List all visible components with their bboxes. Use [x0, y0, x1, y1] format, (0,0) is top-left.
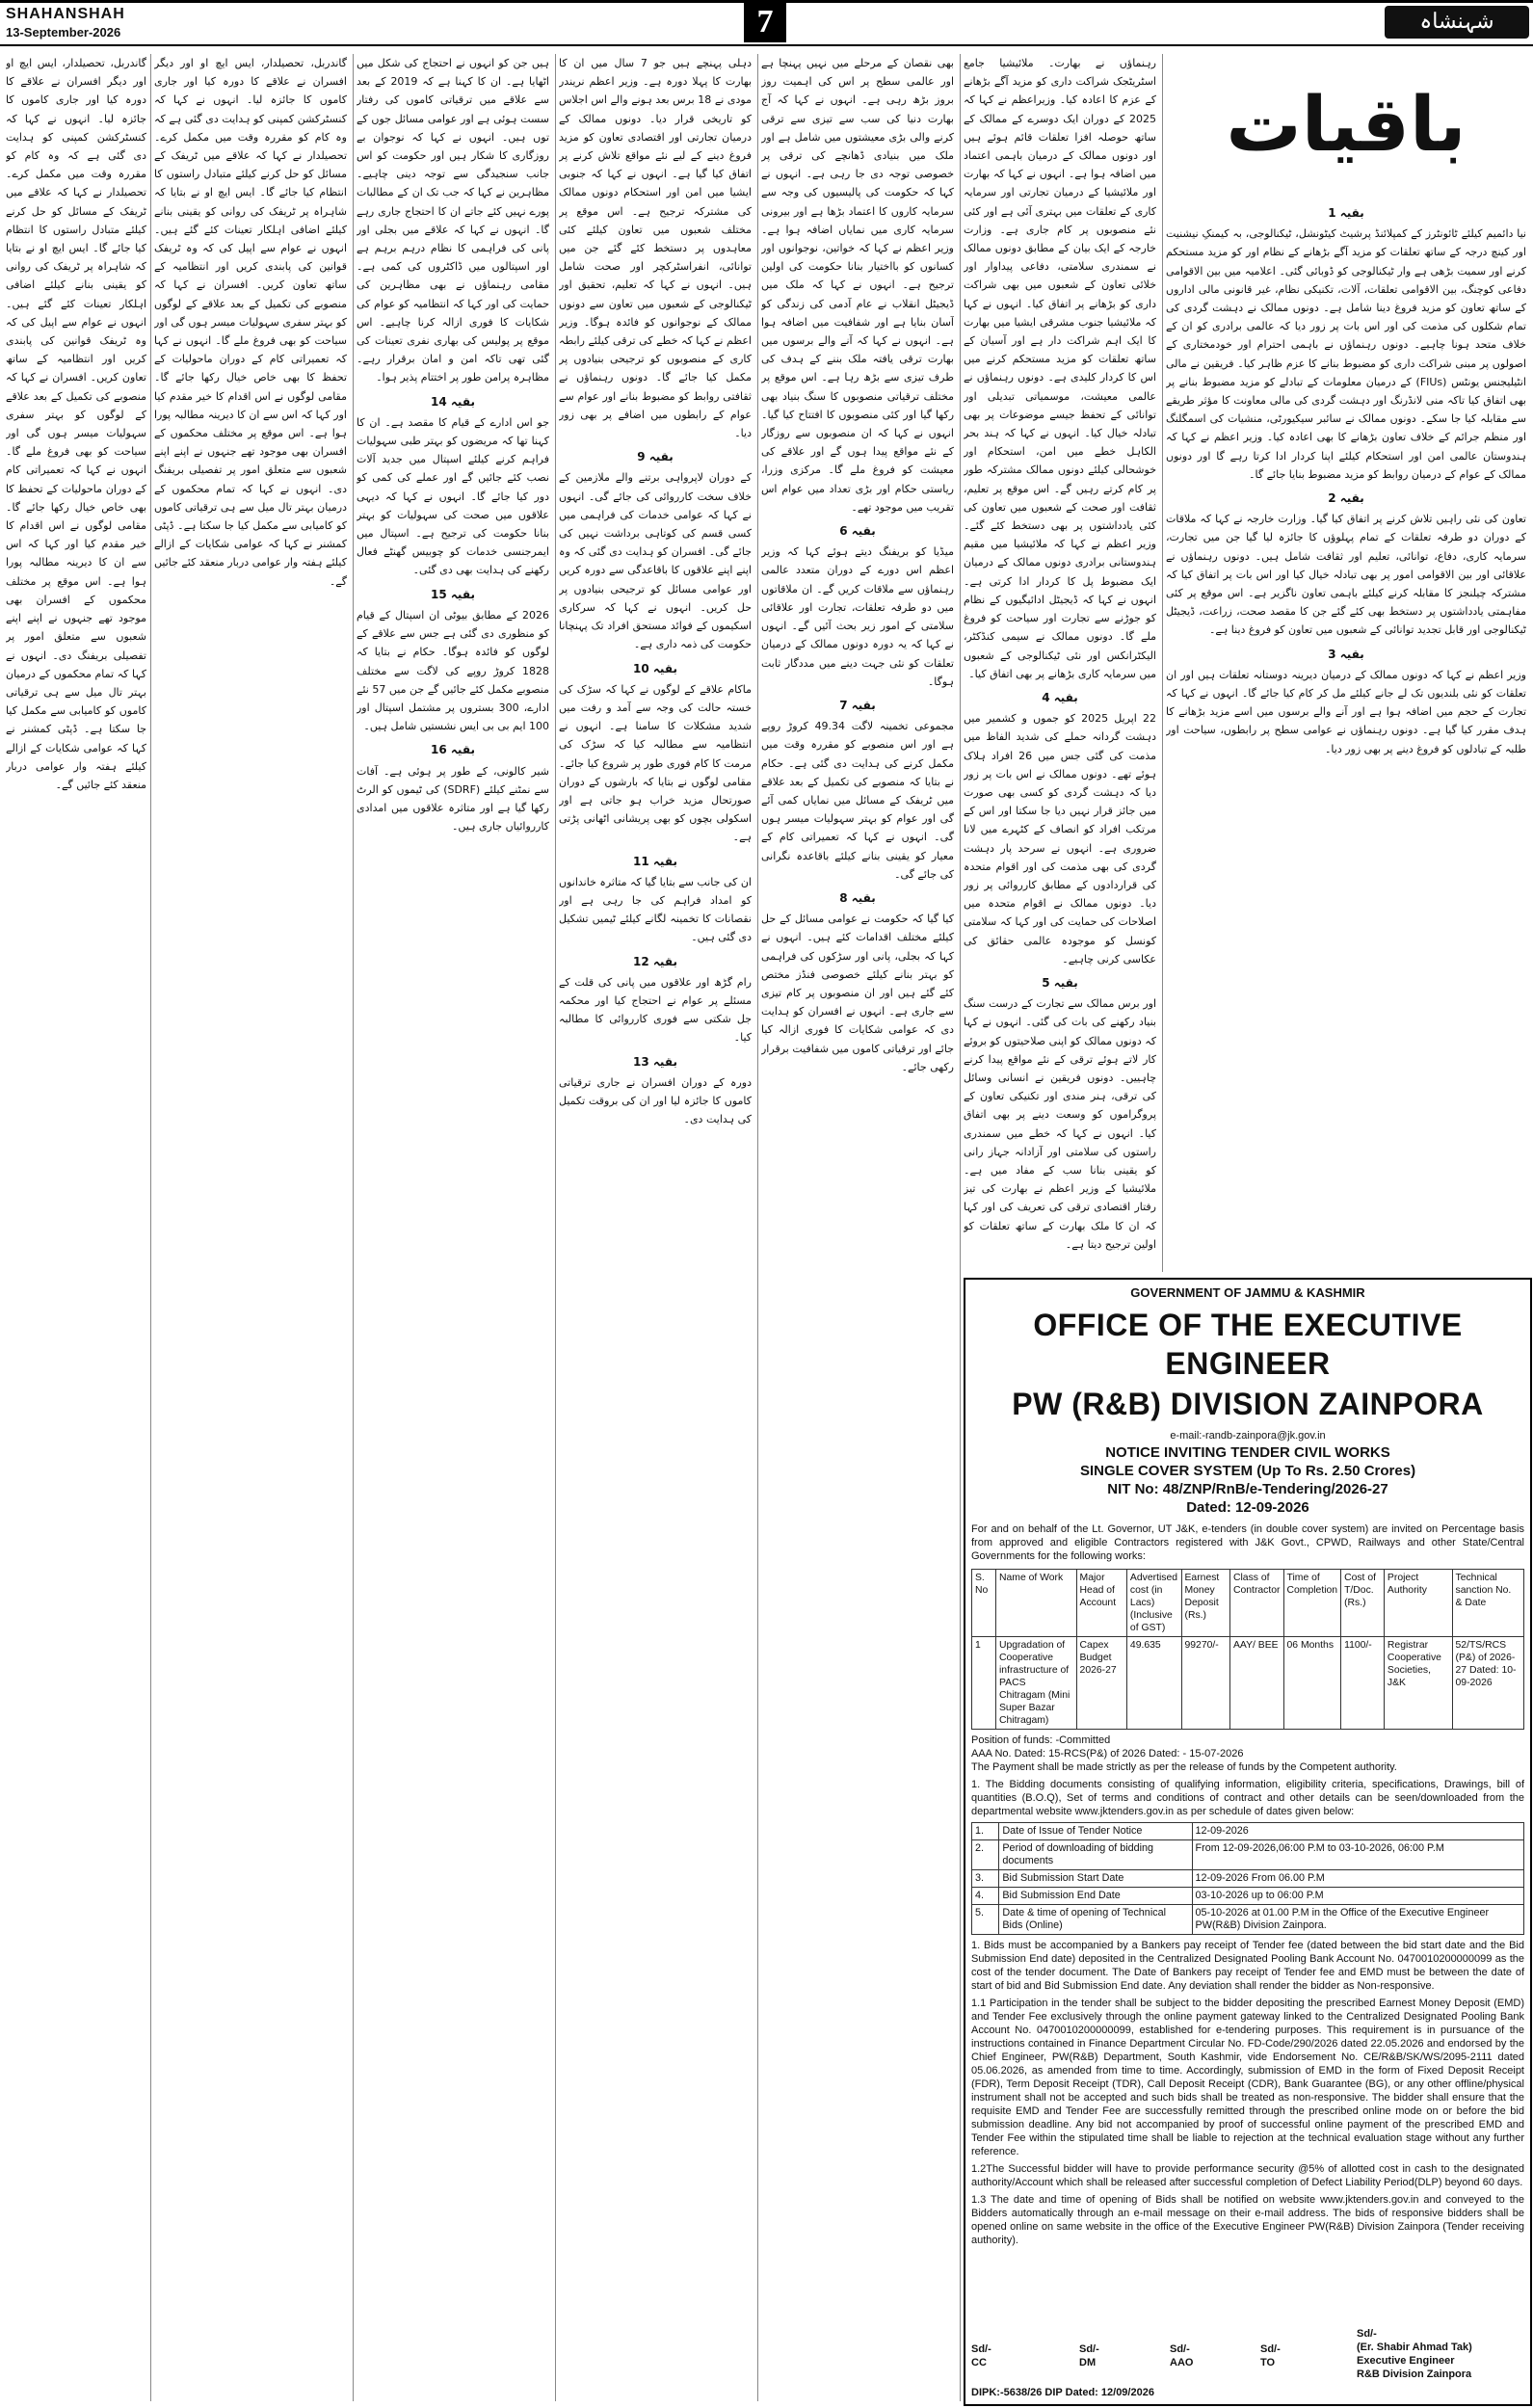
- works-table-cell: Capex Budget 2026-27: [1076, 1637, 1126, 1730]
- column-divider: [150, 54, 151, 2401]
- notice-intro: For and on behalf of the Lt. Governor, UT J&K, e-tenders (in double cover system) are invited on Percentage basis from approved and eligible Contractors registered with J&K Govt., CPWD, Railways and other State/Central Governments for the following works:: [971, 1523, 1524, 1562]
- schedule-row: [972, 1823, 1524, 1840]
- section-heading: بقیہ 16: [431, 743, 475, 757]
- section-title: باقیات: [1226, 82, 1467, 169]
- article-text: 22 اپریل 2025 کو جموں و کشمیر میں دہشت گردانہ حملے کی شدید الفاظ میں مذمت کی گئی جس میں 26 افراد ہلاک ہوئے تھے۔ دونوں ممالک نے اس بات پر زور دیا کہ دہشت گردی کو کسی بھی صورت میں جائز قرار نہیں دیا جا سکتا اور اس کے مرتکب افراد کو انصاف کے کٹہرے میں لانا ضروری ہے۔ انہوں نے سرحد پار دہشت گردی کی بھی مذمت کی اور اقوام متحدہ کی قراردادوں کے مطابق کارروائی پر زور دیا۔ دونوں ممالک نے اقوام متحدہ میں اصلاحات کی حمایت کی اور کہا کہ سلامتی کونسل کو موجودہ عالمی حقائق کی عکاسی کرنی چاہیے۔: [964, 712, 1156, 966]
- urdu-column-5: [357, 54, 549, 2401]
- column-divider: [555, 54, 556, 2401]
- page-header: [0, 0, 1533, 46]
- urdu-column-1: [1166, 198, 1526, 1272]
- schedule-cell: 05-10-2026 at 01.00 P.M in the Office of the Executive Engineer PW(R&B) Division Zainpora.: [1192, 1905, 1523, 1935]
- article-text: ان کی جانب سے بتایا گیا کہ متاثرہ خاندانوں کو امداد فراہم کی جا رہی ہے اور نقصانات کا تخمینہ لگانے کیلئے ٹیمیں تشکیل دی گئی ہیں۔: [559, 875, 752, 944]
- notice-heading1: NOTICE INVITING TENDER CIVIL WORKS: [1105, 1444, 1390, 1461]
- signatory-title: (Er. Shabir Ahmad Tak): [1357, 2342, 1472, 2353]
- notice-office-line2: PW (R&B) DIVISION ZAINPORA: [1012, 1387, 1484, 1421]
- notice-office-line1: OFFICE OF THE EXECUTIVE ENGINEER: [1033, 1308, 1463, 1381]
- article-text: مجموعی تخمینہ لاگت 49.34 کروڑ روپے ہے اور اس منصوبے کو مقررہ وقت میں مکمل کرنے کی ہدایت دی گئی ہے۔ حکام نے بتایا کہ منصوبے کی تکمیل کے بعد علاقے میں ٹریفک کے مسائل میں نمایاں کمی آئے گی اور عوام کو بہتر سہولیات میسر ہوں گی۔ انہوں نے کہا کہ تعمیراتی کام کے معیار کو یقینی بنانے کیلئے باقاعدہ نگرانی کی جائے گی۔: [761, 720, 954, 881]
- section-heading: بقیہ 12: [633, 954, 677, 968]
- article-text: گاندربل، تحصیلدار، ایس ایچ او اور دیگر افسران نے علاقے کا دورہ کیا اور جاری کاموں کا جائزہ لیا۔ انہوں نے کہا کہ کنسٹرکشن کمپنی کو ہدایت دی گئی ہے کہ وہ کام کو مقررہ وقت میں مکمل کرے۔ تحصیلدار نے کہا کہ علاقے میں ٹریفک کے مسائل کو حل کرنے کیلئے متبادل راستوں کا انتظام کیا جائے گا۔ ایس ایچ او نے بتایا کہ شاہراہ پر ٹریفک کی روانی کو یقینی بنانے کیلئے اضافی اہلکار تعینات کئے گئے ہیں۔ انہوں نے عوام سے اپیل کی کہ وہ ٹریفک قوانین کی پابندی کریں اور انتظامیہ کے ساتھ تعاون کریں۔ افسران نے کہا کہ منصوبے کی تکمیل کے بعد علاقے کے لوگوں کو بہتر سفری سہولیات میسر ہوں گی اور سیاحت کو بھی فروغ ملے گا۔ انہوں نے کہا کہ تعمیراتی کام کے دوران ماحولیات کے تحفظ کا بھی خاص خیال رکھا جائے گا۔ مقامی لوگوں نے اس اقدام کا خیر مقدم کیا اور کہا کہ اس سے ان کا دیرینہ مطالبہ پورا ہوا ہے۔ اس موقع پر مختلف محکموں کے افسران بھی موجود تھے جنہوں نے اپنے اپنے شعبوں سے متعلق امور پر تفصیلی بریفنگ دی۔ انہوں نے کہا کہ تمام محکموں کے درمیان بہتر تال میل سے ہی ترقیاتی کاموں کو کامیابی سے مکمل کیا جا سکتا ہے۔ ڈپٹی کمشنر نے کہا کہ عوامی شکایات کے ازالے کیلئے ہفتہ وار عوامی دربار منعقد کئے جائیں گے۔: [6, 57, 146, 791]
- section-heading: بقیہ 1: [1328, 206, 1364, 220]
- works-table-cell: AAY/ BEE: [1230, 1637, 1284, 1730]
- article-text: اور برس ممالک سے تجارت کے درست سنگ بنیاد رکھنے کی بات کی گئی۔ انہوں نے کہا کہ دونوں ممالک کو اپنی صلاحیتوں کو بروئے کار لاتے ہوئے ترقی کے نئے مواقع پیدا کرنے چاہییں۔ دونوں فریقین نے انسانی وسائل کی ترقی، ہنر مندی اور تکنیکی تعاون کے پروگراموں کو وسعت دینے پر بھی اتفاق کیا۔ انہوں نے کہا کہ خطے میں سمندری راستوں کی سلامتی اور آزادانہ جہاز رانی کو یقینی بنانا سب کے مفاد میں ہے۔ ملائیشیا کے وزیر اعظم نے بھارت کی تیز رفتار اقتصادی ترقی کی تعریف کی اور کہا کہ ان کا ملک بھارت کے ساتھ تعلقات کو اولین ترجیح دیتا ہے۔: [964, 997, 1156, 1251]
- section-heading: بقیہ 11: [633, 854, 677, 868]
- signatory: [1357, 2327, 1472, 2381]
- schedule-cell: 12-09-2026 From 06.00 P.M: [1192, 1870, 1523, 1888]
- notice-government: GOVERNMENT OF JAMMU & KASHMIR: [1130, 1285, 1365, 1300]
- schedule-row: [972, 1888, 1524, 1905]
- urdu-column-4: [559, 54, 752, 2401]
- schedule-row: [972, 1840, 1524, 1870]
- schedule-row: [972, 1870, 1524, 1888]
- article-text: میڈیا کو بریفنگ دیتے ہوئے کہا کہ وزیر اعظم اس دورے کے دوران متعدد عالمی رہنماؤں سے ملاقات کریں گے۔ ان ملاقاتوں میں دو طرفہ تعلقات، تجارت اور علاقائی سلامتی کے امور زیر بحث آئیں گے۔ انہوں نے کہا کہ یہ دورہ دونوں ممالک کے درمیان تعلقات کو نئی جہت دینے میں مددگار ثابت ہوگا۔: [761, 545, 954, 688]
- article-text: رہنماؤں نے بھارت۔ ملائیشیا جامع اسٹریٹجک شراکت داری کو مزید آگے بڑھانے کے عزم کا اعادہ کیا۔ وزیراعظم نے کہا کہ 2025 کے دوران ایک دوسرے کے ممالک کے ساتھ حوصلہ افزا تعلقات قائم ہوئے ہیں اور دونوں ممالک کے درمیان باہمی اعتماد میں اضافہ ہوا ہے۔ انہوں نے کہا کہ بھارت اور ملائیشیا کے درمیان تجارتی اور سرمایہ کاری کے تعلقات میں بہتری آئی ہے اور کئی نئے منصوبوں پر کام جاری ہے۔ وزارت خارجہ کے ایک بیان کے مطابق دونوں ممالک نے سمندری سلامتی، دفاعی پیداوار اور خلائی تعاون کے شعبوں میں بھی شراکت داری کو بڑھانے پر اتفاق کیا۔ انہوں نے کہا کہ ملائیشیا جنوب مشرقی ایشیا میں بھارت کا ایک اہم شراکت دار ہے اور آسیان کے ساتھ تعلقات کو مزید مستحکم کرنے میں اس کا کردار کلیدی ہے۔ دونوں رہنماؤں نے عالمی معیشت، موسمیاتی تبدیلی اور توانائی کے تحفظ جیسے موضوعات پر بھی تبادلہ خیال کیا۔ انہوں نے کہا کہ ہند بحر الکاہل خطے میں امن، استحکام اور خوشحالی کیلئے دونوں ممالک مشترکہ طور پر کام کرتے رہیں گے۔ اس موقع پر تعلیم، ثقافت اور صحت کے شعبوں میں تعاون کی کئی یادداشتوں پر بھی دستخط کئے گئے۔ وزیر اعظم نے کہا کہ ملائیشیا میں مقیم ہندوستانی برادری دونوں ممالک کے درمیان ایک مضبوط پل کا کردار ادا کرتی ہے۔ انہوں نے کہا کہ ڈیجیٹل ادائیگیوں کے نظام کو جوڑنے سے تجارت اور سیاحت کو فروغ ملے گا۔ دونوں ممالک نے سیمی کنڈکٹر، الیکٹرانکس اور نئی ٹیکنالوجی کے شعبوں میں سرمایہ کاری بڑھانے پر بھی اتفاق کیا۔: [964, 57, 1156, 680]
- signatory-sd: Sd/-: [1170, 2343, 1190, 2355]
- section-heading: بقیہ 9: [637, 450, 674, 464]
- schedule-cell: Bid Submission End Date: [999, 1888, 1192, 1905]
- section-heading: بقیہ 4: [1042, 690, 1078, 704]
- header-bottom-rule: [0, 44, 1533, 46]
- position-of-funds: Position of funds: -Committed: [971, 1734, 1111, 1746]
- works-table-header-cell: Time of Completion: [1283, 1570, 1341, 1637]
- notice-email: e-mail:-randb-zainpora@jk.gov.in: [1170, 1430, 1326, 1442]
- notice-nit-no: NIT No: 48/ZNP/RnB/e-Tendering/2026-27: [1107, 1481, 1388, 1497]
- schedule-cell: Bid Submission Start Date: [999, 1870, 1192, 1888]
- aaa-no: AAA No. Dated: 15-RCS(P&) of 2026 Dated: - 15-07-2026: [971, 1748, 1244, 1760]
- article-text: ماکام علاقے کے لوگوں نے کہا کہ سڑک کی خستہ حالت کی وجہ سے آمد و رفت میں شدید مشکلات کا سامنا ہے۔ انہوں نے انتظامیہ سے مطالبہ کیا کہ سڑک کی مرمت کا کام فوری طور پر شروع کیا جائے۔ مقامی لوگوں نے بتایا کہ بارشوں کے دوران صورتحال مزید خراب ہو جاتی ہے اور اسکولی بچوں کو بھی پریشانی اٹھانی پڑتی ہے۔: [559, 682, 752, 844]
- section-heading: بقیہ 8: [839, 890, 876, 905]
- schedule-row: [972, 1905, 1524, 1935]
- notice-para-3: 1.1 Participation in the tender shall be subject to the bidder depositing the prescribed Earnest Money Deposit (EMD) and Tender Fee exclusively through the online payment gateway linked to the Centralized Designated Pooling Bank Account No. 0470010200000099, established for e-tendering purposes. This requirement is in pursuance of the instructions contained in Finance Department Circular No. FD-Code/290/2026 dated 22.05.2026 and endorsed by the Chief Engineer, PW(R&B) Department, South Kashmir, vide Endorsement No. CE/R&B/SK/WS/2095-2111 dated 05.06.2026, as amended from time to time. Accordingly, submission of EMD in the form of Fixed Deposit Receipt (FDR), Term Deposit Receipt (TDR), Call Deposit Receipt (CDR), Bank Guarantee (BG), or any other offline/physical instrument shall not be accepted and such bids shall be treated as non-responsive. The bidder shall ensure that the requisite EMD and Tender Fee are successfully remitted through the prescribed online mode on or before the bid submission deadline. Any bid not accompanied by proof of successful online payment of the prescribed EMD and Tender Fee within the stipulated time shall be liable to rejection at the technical evaluation stage without any further reference.: [971, 1998, 1524, 2157]
- dipk-number: DIPK:-5638/26 DIP Dated: 12/09/2026: [971, 2387, 1154, 2398]
- article-text: کے دوران لاپرواہی برتنے والے ملازمین کے خلاف سخت کارروائی کی جائے گی۔ انہوں نے کہا کہ عوامی خدمات کی فراہمی میں کسی قسم کی کوتاہی برداشت نہیں کی جائے گی۔ افسران کو ہدایت دی گئی کہ وہ اپنے اپنے علاقوں کا باقاعدگی سے دورہ کریں اور عوامی مسائل کو ترجیحی بنیادوں پر حل کریں۔ انہوں نے کہا کہ سرکاری اسکیموں کے فوائد مستحق افراد تک پہنچانا حکومت کی ذمہ داری ہے۔: [559, 471, 752, 651]
- works-table-cell: 99270/-: [1181, 1637, 1230, 1730]
- schedule-cell: 12-09-2026: [1192, 1823, 1523, 1840]
- schedule-cell: 4.: [972, 1888, 999, 1905]
- section-heading: بقیہ 10: [633, 661, 677, 675]
- section-heading: بقیہ 3: [1328, 647, 1364, 661]
- schedule-cell: 3.: [972, 1870, 999, 1888]
- notice-para-1: 1. The Bidding documents consisting of qualifying information, eligibility criteria, specifications, Drawings, bill of quantities (B.O.Q), Set of terms and conditions of contract and other details can be seen/downloaded from the departmental website www.jktenders.gov.in as per schedule of dates given below:: [971, 1779, 1524, 1817]
- section-heading: بقیہ 6: [839, 524, 876, 539]
- works-table-cell: 1100/-: [1341, 1637, 1385, 1730]
- schedule-cell: 03-10-2026 up to 06:00 P.M: [1192, 1888, 1523, 1905]
- works-table-header-cell: Major Head of Account: [1076, 1570, 1126, 1637]
- section-heading: بقیہ 7: [839, 698, 876, 712]
- issue-date: 13-September-2026: [6, 25, 121, 40]
- article-text: ہیں جن کو انہوں نے احتجاج کی شکل میں اٹھایا ہے۔ ان کا کہنا ہے کہ 2019 کے بعد سے علاقے میں ترقیاتی کاموں کی رفتار سست ہوئی ہے اور عوامی مسائل جوں کے توں ہیں۔ انہوں نے کہا کہ نوجوان بے روزگاری کا شکار ہیں اور حکومت کو اس جانب سنجیدگی سے توجہ دینی چاہیے۔ مظاہرین نے کہا کہ جب تک ان کے مطالبات پورے نہیں کئے جاتے ان کا احتجاج جاری رہے گا۔ انہوں نے کہا کہ علاقے میں بجلی اور پانی کی فراہمی کا نظام درہم برہم ہے اور اسپتالوں میں ڈاکٹروں کی کمی ہے۔ مقامی رہنماؤں نے بھی مظاہرین کی حمایت کی اور کہا کہ انتظامیہ کو عوام کی شکایات کا فوری ازالہ کرنا چاہیے۔ اس موقع پر پولیس کی بھاری نفری تعینات کی گئی تھی تاکہ امن و امان برقرار رہے۔ مظاہرہ پرامن طور پر اختتام پذیر ہوا۔: [357, 57, 549, 384]
- article-text: دہلی پہنچے ہیں جو 7 سال میں ان کا بھارت کا پہلا دورہ ہے۔ وزیر اعظم نریندر مودی نے 18 برس بعد ہونے والے اس اجلاس کو تاریخی قرار دیا۔ دونوں ممالک کے درمیان تجارتی اور اقتصادی تعاون کو مزید فروغ دینے کے لیے نئے مواقع تلاش کرنے پر اتفاق کیا گیا ہے۔ انہوں نے کہا کہ جنوبی ایشیا میں امن اور استحکام دونوں ممالک کی مشترکہ ترجیح ہے۔ اس موقع پر مختلف شعبوں میں تعاون کیلئے کئی معاہدوں پر دستخط کئے گئے جن میں توانائی، انفراسٹرکچر اور صحت شامل ہیں۔ انہوں نے کہا کہ تعلیم، تحقیق اور ٹیکنالوجی کے شعبوں میں تعاون سے دونوں ممالک کے نوجوانوں کو فائدہ ہوگا۔ وزیر اعظم نے کہا کہ خطے کی ترقی کیلئے رابطہ کاری کے منصوبوں کو ترجیحی بنیادوں پر مکمل کیا جائے گا۔ دونوں رہنماؤں نے ثقافتی روابط کو مضبوط بنانے اور عوام سے عوام کے رابطوں میں اضافے پر بھی زور دیا۔: [559, 57, 752, 440]
- page-number: 7: [744, 2, 786, 42]
- article-text: گاندربل، تحصیلدار، ایس ایچ او اور دیگر افسران نے علاقے کا دورہ کیا اور جاری کاموں کا جائزہ لیا۔ انہوں نے کہا کہ کنسٹرکشن کمپنی کو ہدایت دی گئی ہے کہ وہ کام کو مقررہ وقت میں مکمل کرے۔ تحصیلدار نے کہا کہ علاقے میں ٹریفک کے مسائل کو حل کرنے کیلئے متبادل راستوں کا انتظام کیا جائے گا۔ ایس ایچ او نے بتایا کہ شاہراہ پر ٹریفک کی روانی کو یقینی بنانے کیلئے اضافی اہلکار تعینات کئے گئے ہیں۔ انہوں نے عوام سے اپیل کی کہ وہ ٹریفک قوانین کی پابندی کریں اور انتظامیہ کے ساتھ تعاون کریں۔ افسران نے کہا کہ منصوبے کی تکمیل کے بعد علاقے کے لوگوں کو بہتر سفری سہولیات میسر ہوں گی اور سیاحت کو بھی فروغ ملے گا۔ انہوں نے کہا کہ تعمیراتی کام کے دوران ماحولیات کے تحفظ کا بھی خاص خیال رکھا جائے گا۔ مقامی لوگوں نے اس اقدام کا خیر مقدم کیا اور کہا کہ اس سے ان کا دیرینہ مطالبہ پورا ہوا ہے۔ اس موقع پر مختلف محکموں کے افسران بھی موجود تھے جنہوں نے اپنے اپنے شعبوں سے متعلق امور پر تفصیلی بریفنگ دی۔ انہوں نے کہا کہ تمام محکموں کے درمیان بہتر تال میل سے ہی ترقیاتی کاموں کو کامیابی سے مکمل کیا جا سکتا ہے۔ ڈپٹی کمشنر نے کہا کہ عوامی شکایات کے ازالے کیلئے ہفتہ وار عوامی دربار منعقد کئے جائیں گے۔: [154, 57, 347, 588]
- signatory-role: Executive Engineer: [1357, 2355, 1455, 2367]
- signatory: [1079, 2342, 1099, 2369]
- signatory: [1170, 2342, 1193, 2369]
- works-table-cell: Registrar Cooperative Societies, J&K: [1384, 1637, 1452, 1730]
- section-title-box: [1166, 58, 1526, 193]
- section-heading: بقیہ 2: [1328, 491, 1364, 506]
- notice-para-4: 1.2The Successful bidder will have to provide performance security @5% of allotted cost in cash to the designated authority/Account which shall be released after successful completion of Defect Liability Period(DLP) beyond 60 days.: [971, 2163, 1524, 2188]
- works-table-header-cell: S. No: [972, 1570, 996, 1637]
- publication-name: SHAHANSHAH: [6, 6, 125, 22]
- works-table-header-cell: Technical sanction No. & Date: [1452, 1570, 1523, 1637]
- column-divider: [1162, 54, 1163, 1272]
- urdu-column-7: [6, 54, 146, 2401]
- column-divider: [757, 54, 758, 2401]
- signatory-sd: Sd/-: [1079, 2343, 1099, 2355]
- schedule-cell: 1.: [972, 1823, 999, 1840]
- schedule-cell: Date of Issue of Tender Notice: [999, 1823, 1192, 1840]
- article-text: شیر کالونی، کے طور پر ہوئی ہے۔ آفات سے نمٹنے کیلئے (SDRF) کی ٹیموں کو الرٹ رکھا گیا ہے اور متاثرہ علاقوں میں امدادی کارروائیاں جاری ہیں۔: [357, 764, 549, 834]
- works-table: [971, 1569, 1524, 1730]
- article-text: 2026 کے مطابق بیوٹی ان اسپتال کے قیام کو منظوری دی گئی ہے جس سے علاقے کے لوگوں کو فائدہ ہوگا۔ حکام نے بتایا کہ 1828 کروڑ روپے کی لاگت سے مختلف منصوبے مکمل کئے جائیں گے جن میں 57 نئے ادارے، 300 بستروں پر مشتمل اسپتال اور 100 ایم بی بی ایس نشستیں شامل ہیں۔: [357, 608, 549, 733]
- article-text: جو اس ادارے کے قیام کا مقصد ہے۔ ان کا کہنا تھا کہ مریضوں کو بہتر طبی سہولیات فراہم کرنے کیلئے اسپتال میں جدید آلات نصب کئے جائیں گے اور عملے کی کمی کو دور کیا جائے گا۔ انہوں نے کہا کہ دیہی علاقوں میں صحت کی سہولیات کو بہتر بنانا حکومت کی ترجیح ہے۔ اسپتال میں ایمرجنسی خدمات کو چوبیس گھنٹے فعال رکھنے کی ہدایت بھی دی گئی۔: [357, 415, 549, 577]
- signatory: [1260, 2342, 1281, 2369]
- article-text: بھی نقصان کے مرحلے میں نہیں پہنچا ہے اور عالمی سطح پر اس کی اہمیت روز بروز بڑھ رہی ہے۔ انہوں نے کہا کہ آج بھارت دنیا کی سب سے تیزی سے ترقی کرنے والی بڑی معیشتوں میں شامل ہے اور ملک میں بنیادی ڈھانچے کی ترقی پر خصوصی توجہ دی جا رہی ہے۔ انہوں نے کہا کہ حکومت کی پالیسیوں کی وجہ سے سرمایہ کاروں کا اعتماد بڑھا ہے اور بیرونی سرمایہ کاری میں نمایاں اضافہ ہوا ہے۔ وزیر اعظم نے کہا کہ خواتین، نوجوانوں اور کسانوں کو بااختیار بنانا حکومت کی اولین ترجیح ہے۔ انہوں نے کہا کہ ملک میں ڈیجیٹل انقلاب نے عام آدمی کی زندگی کو آسان بنایا ہے اور شفافیت میں اضافہ ہوا ہے۔ انہوں نے کہا کہ آنے والے برسوں میں بھارت ترقی یافتہ ملک بننے کے ہدف کی طرف تیزی سے بڑھ رہا ہے۔ اس موقع پر مختلف ترقیاتی منصوبوں کا سنگ بنیاد بھی رکھا گیا اور کئی منصوبوں کا افتتاح کیا گیا۔ انہوں نے کہا کہ ان منصوبوں سے روزگار کے نئے مواقع پیدا ہوں گے اور علاقے کی معیشت کو فروغ ملے گا۔ مرکزی وزرا، ریاستی حکام اور بڑی تعداد میں عوام اس تقریب میں موجود تھے۔: [761, 57, 954, 514]
- section-heading: بقیہ 14: [431, 394, 475, 409]
- works-table-header-cell: Advertised cost (in Lacs) (Inclusive of GST): [1126, 1570, 1181, 1637]
- article-text: تعاون کی نئی راہیں تلاش کرنے پر اتفاق کیا گیا۔ وزارت خارجہ نے کہا کہ ملاقات کے دوران دو طرفہ تعلقات کے تمام پہلوؤں کا جائزہ لیا گیا جن میں تجارت، سرمایہ کاری، دفاع، توانائی، تعلیم اور ثقافت شامل ہیں۔ دونوں رہنماؤں نے علاقائی اور بین الاقوامی امور پر بھی تبادلہ خیال کیا اور اس بات پر اتفاق کیا کہ مشترکہ چیلنجز کا مقابلہ کرنے کیلئے باہمی تعاون ناگزیر ہے۔ اس موقع پر کئی مفاہمتی یادداشتوں پر دستخط بھی کئے گئے جن کا مقصد صحت، زراعت، ڈیجیٹل ٹیکنالوجی اور قابل تجدید توانائی کے شعبوں میں تعاون کو فروغ دینا ہے۔: [1166, 513, 1526, 637]
- works-table-cell: 1: [972, 1637, 996, 1730]
- works-table-header-cell: Name of Work: [996, 1570, 1077, 1637]
- payment-note: The Payment shall be made strictly as per the release of funds by the Competent authority.: [971, 1761, 1397, 1773]
- urdu-column-6: [154, 54, 347, 2401]
- section-heading: بقیہ 5: [1042, 975, 1078, 990]
- works-table-body: [972, 1637, 1524, 1730]
- schedule-table: [971, 1822, 1524, 1935]
- signatory-division: R&B Division Zainpora: [1357, 2368, 1472, 2380]
- signatory-title: AAO: [1170, 2357, 1194, 2368]
- tender-notice: [964, 1278, 1532, 2406]
- works-table-header: [972, 1570, 1524, 1637]
- notice-para-2: 1. Bids must be accompanied by a Bankers pay receipt of Tender fee (dated between the bid start date and the Bid Submission End date) deposited in the Centralized Designated Pooling Bank Account No. 0470010200000099 as the cost of the tender document. The Date of Bankers pay receipt of Tender fee and EMD must be between the date of start of bid and Bid Submission End date. Any deviation shall render the bidder as Non-responsive.: [971, 1940, 1524, 1992]
- column-divider: [960, 54, 961, 2401]
- works-table-header-cell: Class of Contractor: [1230, 1570, 1284, 1637]
- schedule-cell: 5.: [972, 1905, 999, 1935]
- works-table-header-cell: Earnest Money Deposit (Rs.): [1181, 1570, 1230, 1637]
- schedule-cell: Date & time of opening of Technical Bids (Online): [999, 1905, 1192, 1935]
- signatory-title: DM: [1079, 2357, 1097, 2368]
- signatory-title: CC: [971, 2357, 987, 2368]
- column-divider: [353, 54, 354, 2401]
- article-text: کیا گیا کہ حکومت نے عوامی مسائل کے حل کیلئے مختلف اقدامات کئے ہیں۔ انہوں نے کہا کہ بجلی، پانی اور سڑکوں کی فراہمی کو بہتر بنانے کیلئے خصوصی فنڈز مختص کئے گئے ہیں اور ان منصوبوں پر کام تیزی سے جاری ہے۔ انہوں نے افسران کو ہدایت دی کہ عوامی شکایات کا فوری ازالہ کیا جائے اور ترقیاتی کاموں میں شفافیت برقرار رکھی جائے۔: [761, 913, 954, 1073]
- works-table-header-cell: Cost of T/Doc. (Rs.): [1341, 1570, 1385, 1637]
- schedule-cell: Period of downloading of bidding documents: [999, 1840, 1192, 1870]
- article-text: رام گڑھ اور علاقوں میں پانی کی قلت کے مسئلے پر عوام نے احتجاج کیا اور محکمہ جل شکتی سے فوری کارروائی کا مطالبہ کیا۔: [559, 975, 752, 1045]
- signatory-sd: Sd/-: [1357, 2328, 1377, 2340]
- section-heading: بقیہ 15: [431, 587, 475, 601]
- notice-heading2: SINGLE COVER SYSTEM (Up To Rs. 2.50 Crores): [1079, 1463, 1416, 1479]
- works-table-cell: 49.635: [1126, 1637, 1181, 1730]
- signatory-sd: Sd/-: [971, 2343, 991, 2355]
- article-text: نیا دائمیم کیلئے ٹائونٹرز کے کمپلائنڈ پرشیٹ کیٹونشل، ٹیکنالوجی، بہ کیمنکِ نیشنیت اور کینچ درجہ کے ساتھ تعلقات کو مزید آگے بڑھانے کے نظام اور کو مزید مستحکم کرنے اور سمیت بڑھی ہے وار ٹیکنالوجی کو ڈوبائی گئی۔ اعلامیہ میں بین الاقوامی دفاعی کوچنگ، بین الاقوامی تعلقات، آلات، تکنیکی نظام، غیر قانونی مالی اداروں کے ساتھ تعاون کو مزید فروغ دینا شامل ہے۔ دونوں ممالک نے دہشت گردی کی تمام شکلوں کی مذمت کی اور اس بات پر زور دیا کہ عالمی برادری کو ان کے خلاف متحد ہونا چاہیے۔ دونوں رہنماؤں نے باہمی احترام اور خودمختاری کے اصولوں پر مبنی شراکت داری کو مضبوط بنانے کا عزم ظاہر کیا۔ فریقین نے مالی انٹیلیجنس یونٹس (FIUs) کے درمیان معلومات کے تبادلے کو مزید مضبوط بنانے پر بھی اتفاق کیا تاکہ منی لانڈرنگ اور دہشت گردی کی مالی معاونت کا مؤثر طریقے سے مقابلہ کیا جا سکے۔ دونوں ممالک نے سائبر سیکیورٹی، منشیات کی اسمگلنگ اور منظم جرائم کے خلاف تعاون بڑھانے کا بھی اعادہ کیا۔ وزیر اعظم نے کہا کہ ہندوستان عالمی امن اور استحکام کیلئے اپنا کردار ادا کرتا رہے گا اور دونوں ممالک کے عوام کے درمیان روابط کو مزید مضبوط بنایا جائے گا۔: [1166, 227, 1526, 481]
- works-table-header-cell: Project Authority: [1384, 1570, 1452, 1637]
- urdu-column-2: [964, 54, 1156, 1272]
- table-row: [972, 1637, 1524, 1730]
- signatory-sd: Sd/-: [1260, 2343, 1281, 2355]
- article-text: وزیر اعظم نے کہا کہ دونوں ممالک کے درمیان دیرینہ دوستانہ تعلقات ہیں اور ان تعلقات کو نئی بلندیوں تک لے جانے کیلئے مل کر کام کیا جائے گا۔ انہوں نے کہا کہ تجارت کے حجم میں اضافہ ہوا ہے اور آنے والے برسوں میں اسے مزید بڑھانے کا ہدف مقرر کیا گیا ہے۔ دونوں رہنماؤں نے عوامی سطح پر رابطوں، سیاحت اور طلبہ کے تبادلوں کو فروغ دینے پر بھی زور دیا۔: [1166, 668, 1526, 755]
- schedule-cell: 2.: [972, 1840, 999, 1870]
- works-table-cell: 52/TS/RCS (P&) of 2026-27 Dated: 10-09-2026: [1452, 1637, 1523, 1730]
- notice-para-5: 1.3 The date and time of opening of Bids shall be notified on website www.jktenders.gov.in and conveyed to the Bidders automatically through an e-mail message on their e-mail address. The bids of responsive bidders shall be opened online on same website in the office of the Executive Engineer PW(R&B) Division Zainpora (Tender receiving authority).: [971, 2194, 1524, 2246]
- article-text: دورہ کے دوران افسران نے جاری ترقیاتی کاموں کا جائزہ لیا اور ان کی بروقت تکمیل کی ہدایت دی۔: [559, 1075, 752, 1126]
- schedule-cell: From 12-09-2026,06:00 P.M to 03-10-2026, 06:00 P.M: [1192, 1840, 1523, 1870]
- works-table-cell: Upgradation of Cooperative infrastructure of PACS Chitragam (Mini Super Bazar Chitragam): [996, 1637, 1077, 1730]
- section-heading: بقیہ 13: [633, 1054, 677, 1069]
- works-table-cell: 06 Months: [1283, 1637, 1341, 1730]
- schedule-table-body: [972, 1823, 1524, 1935]
- signatory-title: TO: [1260, 2357, 1276, 2368]
- urdu-column-3: [761, 54, 954, 2401]
- signatory: [971, 2342, 991, 2369]
- notice-dated: Dated: 12-09-2026: [1186, 1499, 1309, 1516]
- masthead-logo: شہنشاہ: [1385, 6, 1529, 39]
- signature-block: [971, 2328, 1524, 2385]
